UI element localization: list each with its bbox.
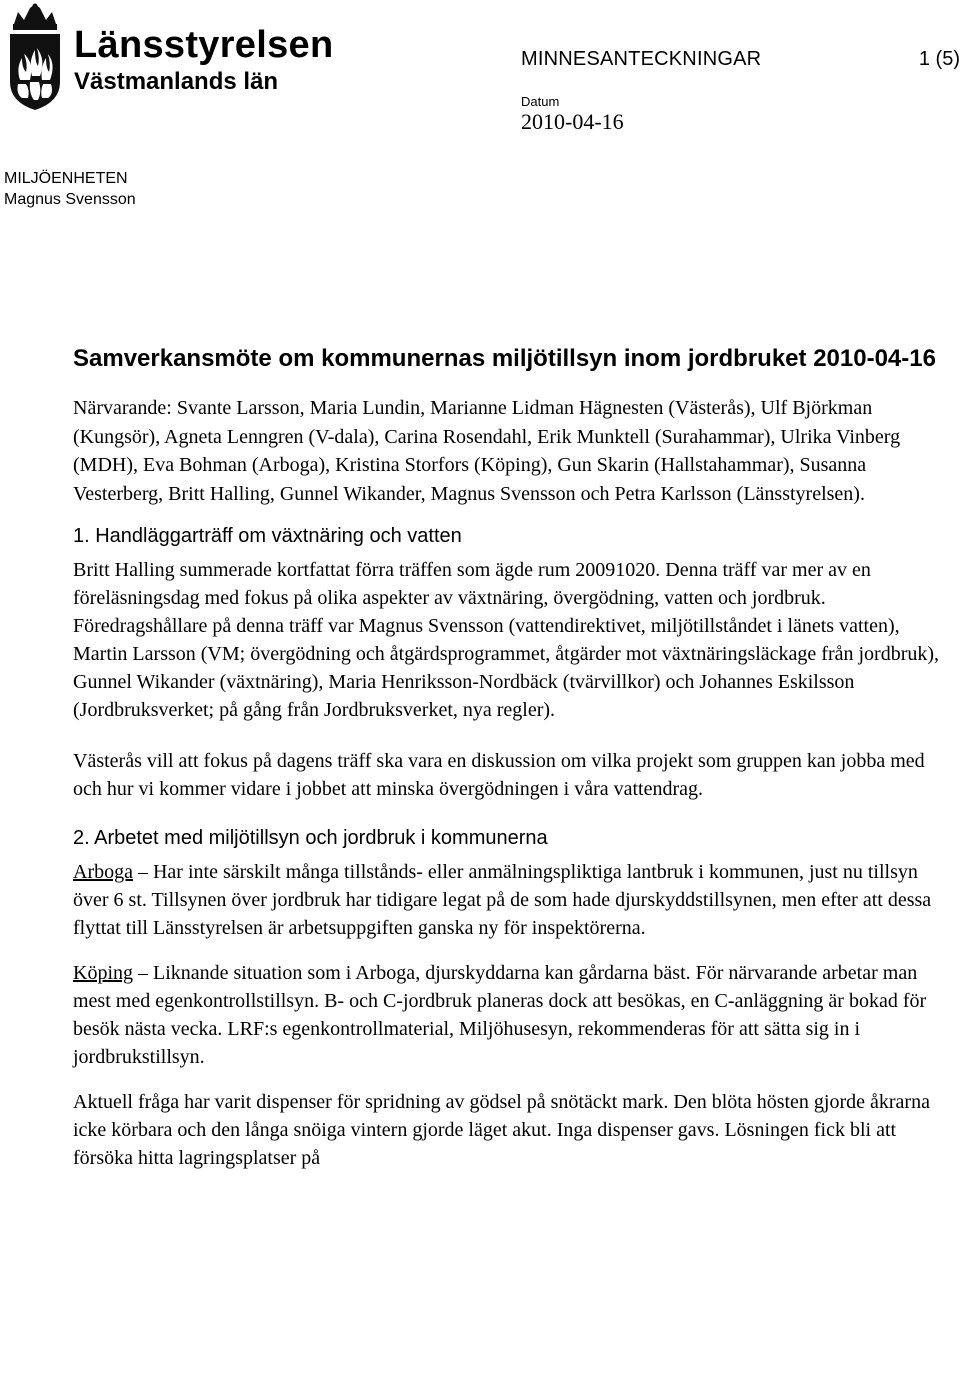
section-1-paragraph-1: Britt Halling summerade kortfattat förra träffen som ägde rum 20091020. Denna träff var mer av en föreläsningsdag med fokus på olika aspekter av växtnäring, övergödning, vatten och jordbruk. Föredragshållare på denna träff var Magnus Svensson (vattendirektivet, miljötillståndet i länets vatten), Martin Larsson (VM; övergödning och åtgärdsprogrammet, åtgärder mot växtnäringsläckage från jordbruk), Gunnel Wikander (växtnäring), Maria Henriksson-Nordbäck (tvärvillkor) och Johannes Eskilsson (Jordbruksverket; på gång från Jordbruksverket, nya regler). xyxy=(73,559,940,721)
document-type: MINNESANTECKNINGAR xyxy=(521,48,762,70)
section-1-heading: 1. Handläggarträff om växtnäring och vatten xyxy=(73,525,462,547)
koping-text: – Liknande situation som i Arboga, djurskyddarna kan gårdarna bäst. För närvarande arbetar man mest med egenkontrollstillsyn. B- och C-jordbruk planeras dock att besökas, en C-anläggning är bokad för besök nästa vecka. LRF:s egenkontrollmaterial, Miljöhusesyn, rekommenderas för att sätta sig in i jordbrukstillsyn. xyxy=(73,962,927,1068)
arboga-text: – Har inte särskilt många tillstånds- eller anmälningspliktiga lantbruk i kommunen, just nu tillsyn över 6 st. Tillsynen över jordbruk har tidigare legat på de som hade djurskyddstillsynen, men efter att dessa flyttat till Länsstyrelsen är arbetsuppgiften ganska ny för inspektörerna. xyxy=(73,861,932,939)
coat-of-arms-icon xyxy=(4,2,66,112)
org-logo xyxy=(4,2,334,112)
author-name: Magnus Svensson xyxy=(4,191,136,208)
org-region: Västmanlands län xyxy=(74,68,279,95)
page-number: 1 (5) xyxy=(918,48,960,70)
document-body xyxy=(73,343,953,1172)
document-date: 2010-04-16 xyxy=(521,109,624,134)
attendance-list: Närvarande: Svante Larsson, Maria Lundin, Marianne Lidman Hägnesten (Västerås), Ulf Björkman (Kungsör), Agneta Lenngren (V-dala), Carina Rosendahl, Erik Munktell (Surahammar), Ulrika Vinberg (MDH), Eva Bohman (Arboga), Kristina Storfors (Köping), Gun Skarin (Hallstahammar), Susanna Vesterberg, Britt Halling, Gunnel Wikander, Magnus Svensson och Petra Karlsson (Länsstyrelsen). xyxy=(73,397,901,505)
koping-term: Köping xyxy=(73,962,133,984)
page-title: Samverkansmöte om kommunernas miljötillsyn inom jordbruket 2010-04-16 xyxy=(73,345,936,372)
arboga-term: Arboga xyxy=(73,861,133,883)
section-2-arboga-paragraph xyxy=(73,858,953,942)
org-name: Länsstyrelsen xyxy=(74,24,334,66)
date-label: Datum xyxy=(521,94,560,109)
section-2-paragraph-last: Aktuell fråga har varit dispenser för spridning av gödsel på snötäckt mark. Den blöta hösten gjorde åkrarna icke körbara och den långa snöiga vintern gjorde läget akut. Inga dispenser gavs. Lösningen fick bli att försöka hitta lagringsplatser på xyxy=(73,1091,930,1169)
sender-block xyxy=(4,168,136,210)
section-1-paragraph-2: Västerås vill att fokus på dagens träff ska vara en diskussion om vilka projekt som gruppen kan jobba med och hur vi kommer vidare i jobbet att minska övergödningen i våra vattendrag. xyxy=(73,750,925,800)
unit-name: MILJÖENHETEN xyxy=(4,170,128,187)
section-2-heading: 2. Arbetet med miljötillsyn och jordbruk i kommunerna xyxy=(73,827,548,849)
section-2-koping-paragraph xyxy=(73,959,953,1071)
